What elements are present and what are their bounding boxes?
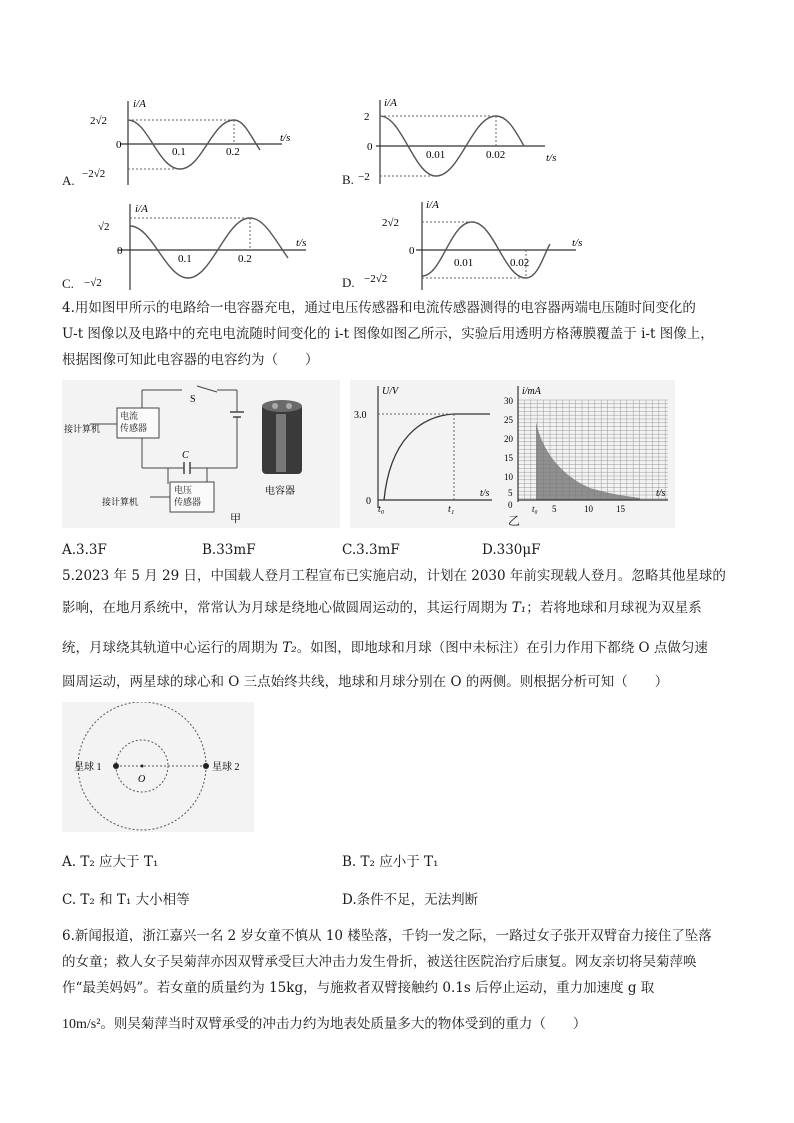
figure-it [500, 380, 675, 528]
fig-label-jia: 甲 [230, 513, 241, 525]
ut-origin: 0 [366, 496, 371, 507]
graph-d-xlabel: t/s [572, 237, 583, 249]
graph-b-svg [340, 92, 580, 190]
q4-line2: U-t 图像以及电路中的充电电流随时间变化的 i-t 图像如图乙所示，实验后用透明方格薄膜覆盖于 i-t 图像上， [62, 326, 714, 342]
graph-d-ylabel: i/A [426, 199, 439, 211]
it-xtick-t0: t₀ [532, 504, 538, 514]
it-ytick-25: 25 [504, 415, 513, 425]
graph-b-ylabel: i/A [384, 97, 397, 109]
ut-t1: t₁ [448, 504, 455, 515]
graph-d-t1: 0.01 [454, 257, 474, 269]
q6-line1: 6.新闻报道，浙江嘉兴一名 2 岁女童不慎从 10 楼坠落，千钧一发之际，一路过女子张开双臂奋力接住了坠落 [62, 928, 712, 944]
graph-a-ylabel: i/A [133, 98, 146, 110]
switch-label: S [190, 394, 196, 405]
graph-b-ymax: 2 [364, 111, 370, 123]
q4-option-b[interactable]: B.33mF [202, 542, 256, 558]
q5-line3a: 统，月球绕其轨道中心运行的周期为 [62, 640, 283, 656]
q6-line2: 的女童；救人女子吴菊萍亦因双臂承受巨大冲击力发生骨折，被送往医院治疗后康复。网友亲切将吴菊萍唤 [62, 954, 697, 970]
q4-option-d[interactable]: D.330μF [482, 542, 541, 558]
q5-option-a[interactable]: A. T₂ 应大于 T₁ [62, 854, 159, 870]
graph-c-ylabel: i/A [135, 203, 148, 215]
figure-binary-star [62, 702, 254, 832]
current-sensor-text: 电流 传感器 [120, 412, 148, 434]
graph-b [340, 92, 580, 190]
q5-line2b: ；若将地球和月球视为双星系 [526, 600, 702, 616]
graph-d-origin: 0 [409, 245, 415, 257]
q6-line3: 作“最美妈妈”。若女童的质量约为 15kg，与施救者双臂接触约 0.1s 后停止运动，重力加速度 g 取 [62, 980, 655, 996]
voltage-sensor-text: 电压 传感器 [174, 486, 202, 508]
graph-b-t1: 0.01 [426, 149, 446, 161]
graph-a-letter: A. [62, 173, 75, 188]
ut-v: 3.0 [354, 410, 367, 421]
q5-line1: 5.2023 年 5 月 29 日，中国载人登月工程宣布已实施启动，计划在 2030 年前实现载人登月。忽略其他星球的 [62, 568, 726, 584]
it-xtick-5: 5 [552, 504, 557, 514]
ut-t0: t₀ [378, 504, 385, 515]
q6-line4b: 。则吴菊萍当时双臂承受的冲击力约为地表处质量多大的物体受到的重力（ ） [100, 1016, 587, 1032]
star2-label: 星球 2 [212, 762, 240, 773]
computer-label-2: 接计算机 [102, 497, 139, 507]
it-ytick-15: 15 [504, 453, 513, 463]
graph-b-t2: 0.02 [486, 149, 506, 161]
it-ytick-5: 5 [508, 488, 513, 498]
graph-d-letter: D. [342, 275, 355, 290]
graph-b-origin: 0 [367, 141, 373, 153]
fig-label-yi: 乙 [508, 514, 521, 528]
graph-a-svg [60, 95, 300, 190]
graph-d-t2: 0.02 [510, 257, 530, 269]
graph-a [60, 95, 300, 190]
graph-c-t1: 0.1 [178, 253, 192, 265]
it-ylabel: i/mA [522, 386, 541, 397]
graph-c-ymin: −√2 [84, 277, 102, 289]
q4-option-a[interactable]: A.3.3F [62, 542, 107, 558]
graph-c-ymax: √2 [98, 221, 110, 233]
graph-b-xlabel: t/s [546, 152, 557, 164]
q4-line1: 4.用如图甲所示的电路给一电容器充电，通过电压传感器和电流传感器测得的电容器两端电压随时间变化的 [62, 300, 696, 316]
computer-label-1: 接计算机 [64, 424, 101, 434]
q5-line3b: 。如图，即地球和月球（图中未标注）在引力作用下都绕 O 点做匀速 [296, 640, 708, 656]
q5-line4: 圆周运动，两星球的球心和 O 三点始终共线，地球和月球分别在 O 的两侧。则根据分析可知（ ） [62, 674, 669, 690]
photo-label: 电容器 [265, 486, 295, 497]
ut-xlabel: t/s [480, 488, 490, 499]
figure-ut [350, 380, 500, 528]
graph-a-ymin: −2√2 [82, 168, 106, 180]
q5-line3 [62, 638, 708, 658]
graph-a-t2: 0.2 [226, 146, 240, 158]
graph-b-letter: B. [342, 172, 354, 187]
q5-option-b[interactable]: B. T₂ 应小于 T₁ [342, 854, 439, 870]
graph-c-svg [60, 198, 320, 296]
center-label: O [138, 774, 146, 785]
q5-option-d[interactable]: D.条件不足，无法判断 [342, 892, 479, 908]
it-xtick-10: 10 [584, 504, 593, 514]
q5-T2: T₂ [282, 640, 297, 656]
it-svg [500, 380, 675, 528]
graph-c-curve [130, 218, 288, 278]
graph-a-t1: 0.1 [172, 146, 186, 158]
star1-dot [113, 763, 119, 769]
graph-d-svg [340, 194, 600, 294]
q5-option-c[interactable]: C. T₂ 和 T₁ 大小相等 [62, 892, 190, 908]
graph-d-ymax: 2√2 [382, 217, 400, 229]
it-ytick-20: 20 [504, 434, 513, 444]
ut-ylabel: U/V [382, 386, 399, 397]
graph-c-letter: C. [62, 276, 74, 291]
q4-line3: 根据图像可知此电容器的电容约为（ ） [62, 352, 319, 368]
graph-a-origin: 0 [116, 139, 122, 151]
graph-c [60, 198, 320, 296]
graph-d [340, 194, 600, 294]
graph-a-xlabel: t/s [280, 132, 291, 144]
cap-label: C [182, 450, 189, 461]
graph-c-xlabel: t/s [296, 237, 307, 249]
it-ytick-10: 10 [504, 472, 513, 482]
star1-label: 星球 1 [74, 762, 102, 773]
graph-c-origin: 0 [117, 245, 123, 257]
it-xtick-15: 15 [616, 504, 625, 514]
binary-star-svg [62, 702, 254, 832]
q5-line2 [62, 598, 702, 618]
ut-svg [350, 380, 500, 528]
q4-option-c[interactable]: C.3.3mF [342, 542, 400, 558]
center-dot [141, 765, 144, 768]
star2-dot [203, 763, 209, 769]
graph-b-ymin: −2 [358, 171, 370, 183]
graph-a-ymax: 2√2 [90, 115, 108, 127]
q5-T1: T₁ [511, 600, 527, 616]
q6-line4 [62, 1014, 586, 1035]
it-xlabel: t/s [656, 488, 666, 499]
graph-d-ymin: −2√2 [364, 273, 388, 285]
q6-line4a: 10m/s² [62, 1017, 101, 1032]
q5-line2a: 影响，在地月系统中，常常认为月球是绕地心做圆周运动的，其运行周期为 [62, 600, 512, 616]
it-ytick-30: 30 [504, 396, 513, 406]
it-ytick-0: 0 [508, 500, 513, 510]
figure-circuit [62, 380, 340, 528]
graph-c-t2: 0.2 [238, 253, 252, 265]
